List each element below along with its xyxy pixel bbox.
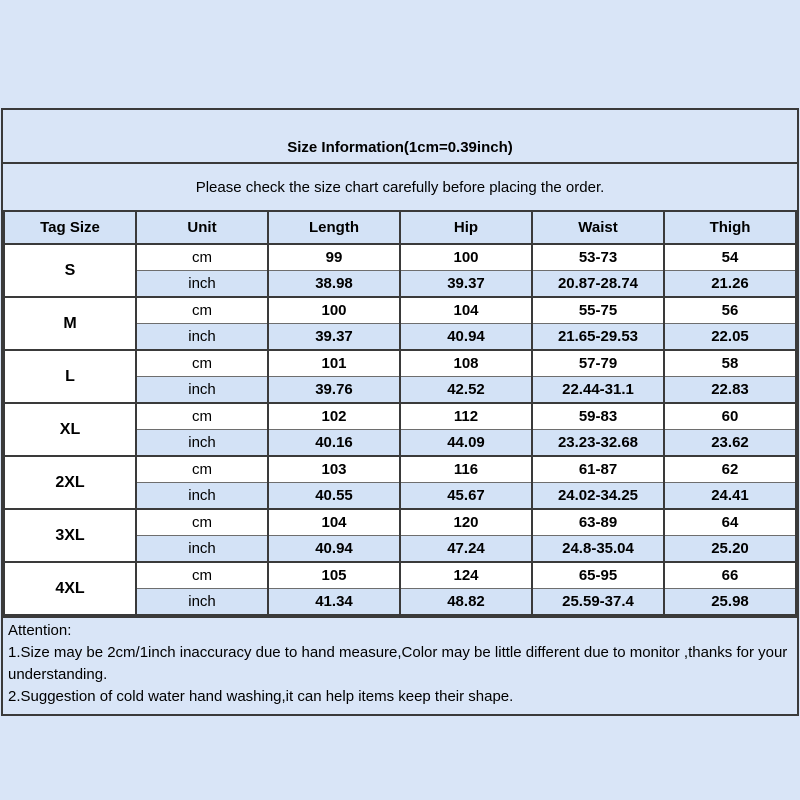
size-row-l-cm [4, 350, 796, 377]
value-cell: 53-73 [532, 244, 664, 271]
value-cell: 25.98 [664, 589, 796, 616]
value-cell: 55-75 [532, 297, 664, 324]
value-cell: 45.67 [400, 483, 532, 510]
tag-size-cell: M [4, 297, 136, 350]
value-cell: 40.16 [268, 430, 400, 457]
unit-cell-cm: cm [136, 509, 268, 536]
unit-cell-cm: cm [136, 244, 268, 271]
value-cell: 44.09 [400, 430, 532, 457]
value-cell: 62 [664, 456, 796, 483]
value-cell: 124 [400, 562, 532, 589]
header-row [4, 211, 796, 244]
value-cell: 39.37 [400, 271, 532, 298]
value-cell: 25.59-37.4 [532, 589, 664, 616]
value-cell: 24.02-34.25 [532, 483, 664, 510]
column-header-waist: Waist [532, 211, 664, 244]
size-row-m-cm [4, 297, 796, 324]
value-cell: 103 [268, 456, 400, 483]
unit-cell-cm: cm [136, 562, 268, 589]
value-cell: 39.76 [268, 377, 400, 404]
attention-title: Attention: [8, 622, 72, 639]
value-cell: 21.26 [664, 271, 796, 298]
value-cell: 23.23-32.68 [532, 430, 664, 457]
value-cell: 64 [664, 509, 796, 536]
value-cell: 24.41 [664, 483, 796, 510]
unit-cell-inch: inch [136, 536, 268, 563]
value-cell: 20.87-28.74 [532, 271, 664, 298]
unit-cell-inch: inch [136, 271, 268, 298]
value-cell: 99 [268, 244, 400, 271]
value-cell: 39.37 [268, 324, 400, 351]
value-cell: 108 [400, 350, 532, 377]
tag-size-cell: 2XL [4, 456, 136, 509]
tag-size-cell: 4XL [4, 562, 136, 615]
column-header-length: Length [268, 211, 400, 244]
value-cell: 22.44-31.1 [532, 377, 664, 404]
attention-section [3, 616, 797, 714]
value-cell: 116 [400, 456, 532, 483]
value-cell: 100 [268, 297, 400, 324]
value-cell: 24.8-35.04 [532, 536, 664, 563]
size-row-s-cm [4, 244, 796, 271]
value-cell: 120 [400, 509, 532, 536]
value-cell: 25.20 [664, 536, 796, 563]
value-cell: 38.98 [268, 271, 400, 298]
value-cell: 58 [664, 350, 796, 377]
attention-note-1: 1.Size may be 2cm/1inch inaccuracy due to hand measure,Color may be little different due to monitor ,thanks for your understanding. [8, 644, 788, 683]
value-cell: 48.82 [400, 589, 532, 616]
size-row-xl-cm [4, 403, 796, 430]
column-header-hip: Hip [400, 211, 532, 244]
value-cell: 104 [268, 509, 400, 536]
unit-cell-inch: inch [136, 324, 268, 351]
value-cell: 41.34 [268, 589, 400, 616]
value-cell: 40.94 [400, 324, 532, 351]
size-row-2xl-cm [4, 456, 796, 483]
value-cell: 61-87 [532, 456, 664, 483]
value-cell: 21.65-29.53 [532, 324, 664, 351]
value-cell: 101 [268, 350, 400, 377]
value-cell: 42.52 [400, 377, 532, 404]
unit-cell-inch: inch [136, 430, 268, 457]
unit-cell-inch: inch [136, 589, 268, 616]
unit-cell-inch: inch [136, 483, 268, 510]
size-table [3, 210, 797, 616]
value-cell: 60 [664, 403, 796, 430]
value-cell: 63-89 [532, 509, 664, 536]
value-cell: 66 [664, 562, 796, 589]
value-cell: 112 [400, 403, 532, 430]
value-cell: 22.83 [664, 377, 796, 404]
value-cell: 54 [664, 244, 796, 271]
value-cell: 47.24 [400, 536, 532, 563]
value-cell: 57-79 [532, 350, 664, 377]
value-cell: 100 [400, 244, 532, 271]
column-header-unit: Unit [136, 211, 268, 244]
size-chart-subtitle: Please check the size chart carefully before placing the order. [195, 178, 605, 196]
unit-cell-inch: inch [136, 377, 268, 404]
tag-size-cell: 3XL [4, 509, 136, 562]
value-cell: 40.94 [268, 536, 400, 563]
tag-size-cell: XL [4, 403, 136, 456]
value-cell: 65-95 [532, 562, 664, 589]
attention-note-2: 2.Suggestion of cold water hand washing,it can help items keep their shape. [8, 688, 514, 705]
column-header-tag-size: Tag Size [4, 211, 136, 244]
unit-cell-cm: cm [136, 403, 268, 430]
size-table-header [4, 211, 796, 244]
value-cell: 104 [400, 297, 532, 324]
tag-size-cell: S [4, 244, 136, 297]
unit-cell-cm: cm [136, 297, 268, 324]
size-row-3xl-cm [4, 509, 796, 536]
unit-cell-cm: cm [136, 456, 268, 483]
value-cell: 23.62 [664, 430, 796, 457]
value-cell: 59-83 [532, 403, 664, 430]
column-header-thigh: Thigh [664, 211, 796, 244]
unit-cell-cm: cm [136, 350, 268, 377]
tag-size-cell: L [4, 350, 136, 403]
size-chart-panel [1, 108, 799, 716]
value-cell: 56 [664, 297, 796, 324]
value-cell: 102 [268, 403, 400, 430]
size-chart-title: Size Information(1cm=0.39inch) [3, 110, 797, 164]
value-cell: 22.05 [664, 324, 796, 351]
size-row-4xl-cm [4, 562, 796, 589]
size-table-body [4, 244, 796, 615]
value-cell: 40.55 [268, 483, 400, 510]
value-cell: 105 [268, 562, 400, 589]
